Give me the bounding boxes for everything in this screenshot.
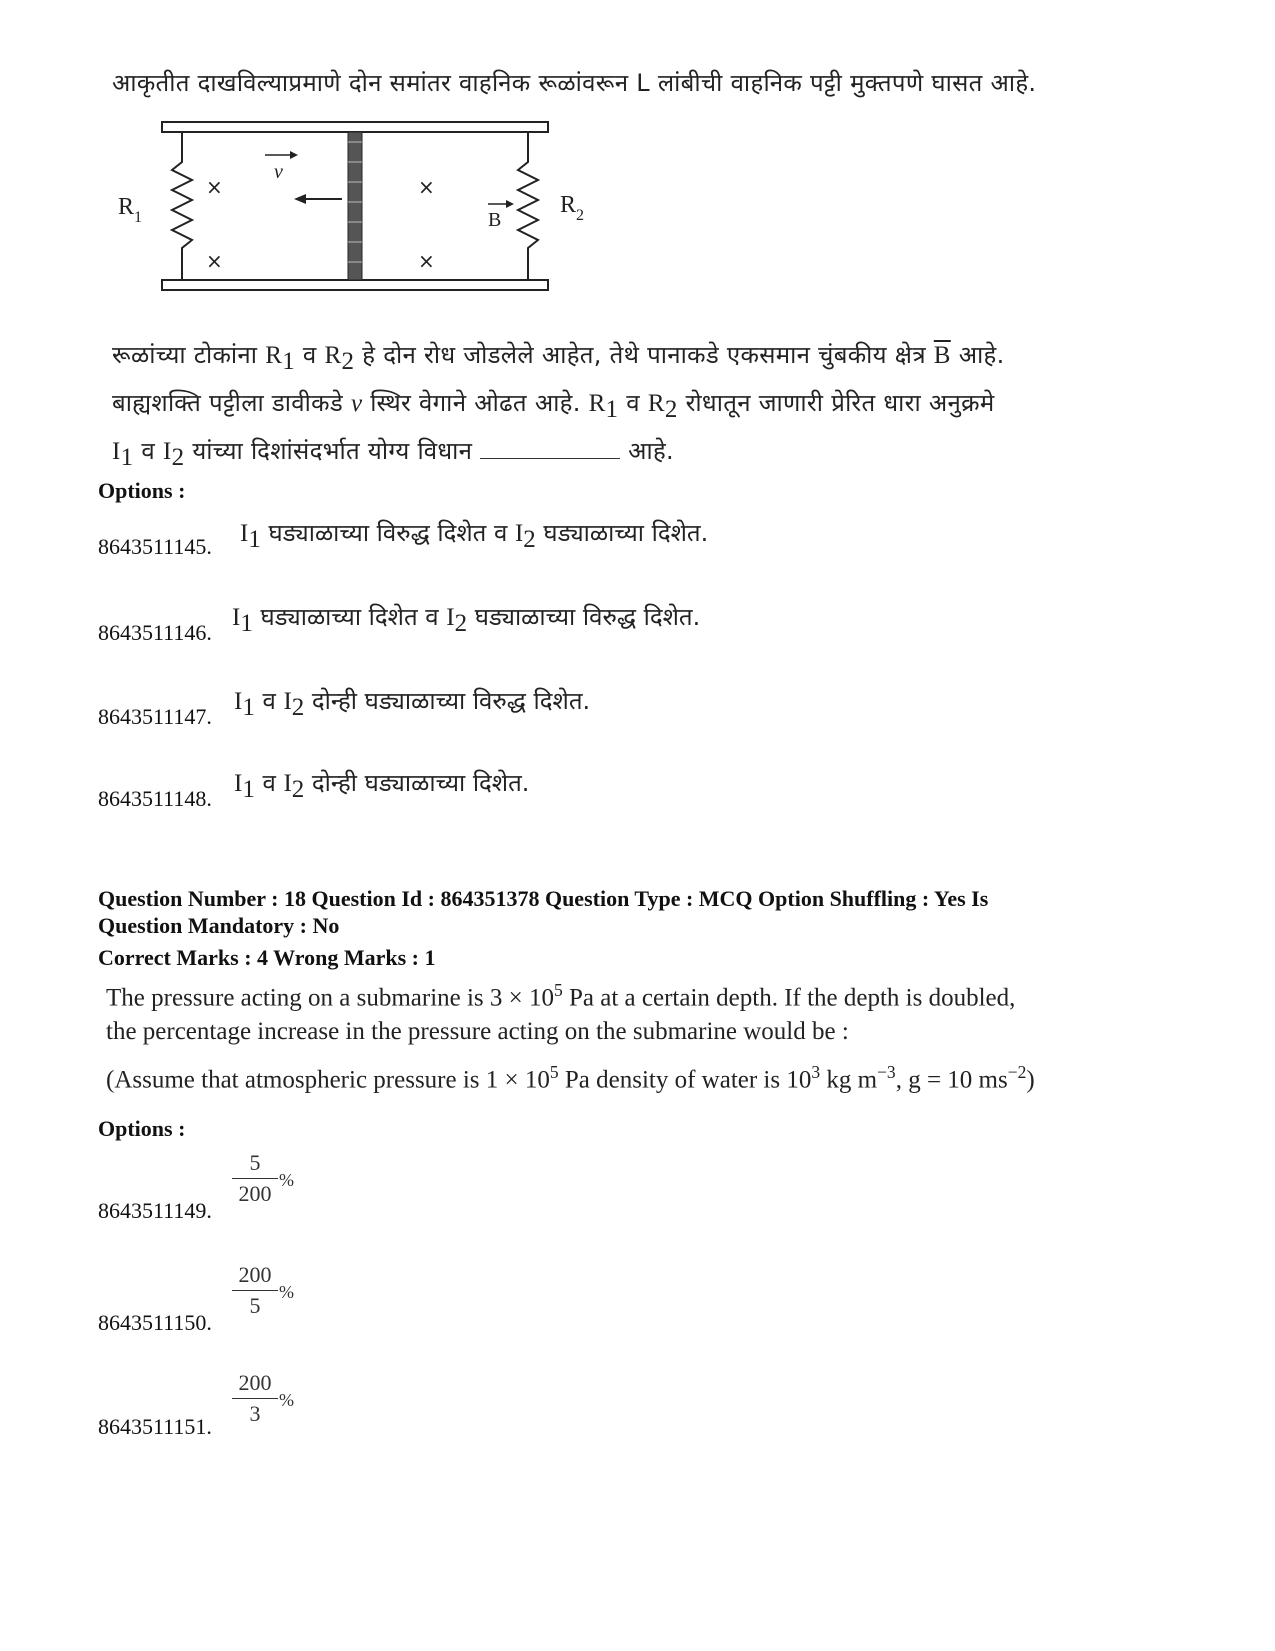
b-label: B: [488, 209, 502, 231]
option-id: 8643511145.: [98, 534, 212, 559]
top-rail: [162, 122, 548, 132]
percent-sign: %: [279, 1282, 294, 1302]
option-id: 8643511150.: [98, 1310, 212, 1335]
resistor-r2: [518, 132, 538, 280]
percent-sign: %: [279, 1390, 294, 1410]
b-vector: $\overline{B}$: [933, 342, 951, 369]
field-cross: ×: [418, 249, 435, 273]
option-id: 8643511147.: [98, 704, 212, 729]
option-text: $I_1$ व $I_2$ दोन्ही घड्याळाच्या दिशेत.: [234, 769, 530, 803]
option-id: 8643511146.: [98, 620, 212, 645]
v-label: v: [274, 161, 283, 183]
percent-sign: %: [279, 1170, 294, 1190]
option-text: $I_1$ घड्याळाच्या विरुद्ध दिशेत व $I_2$ घड्याळाच्या दिशेत.: [240, 519, 709, 553]
question-17-line-2: बाह्यशक्ति पट्टीला डावीकडे v स्थिर वेगाने ओढत आहे. $R_1$ व $R_2$ रोधातून जाणारी प्रेरित धारा अनुक्रमे: [112, 389, 995, 423]
option-fraction: 5 200: [232, 1150, 278, 1207]
bottom-rail: [162, 280, 548, 290]
question-17-line-1: रूळांच्या टोकांना $R_1$ व $R_2$ हे दोन रोध जोडलेले आहेत, तेथे पानाकडे एकसमान चुंबकीय क्षेत्र $\overline{B}$ आहे.: [112, 341, 1005, 375]
option-id: 8643511151.: [98, 1414, 212, 1439]
option-text: $I_1$ घड्याळाच्या दिशेत व $I_2$ घड्याळाच्या विरुद्ध दिशेत.: [232, 603, 701, 637]
resistor-r1: [172, 132, 192, 280]
sliding-rod: [348, 132, 362, 280]
field-cross: ×: [418, 175, 435, 199]
question-18-meta-line-1: Question Number : 18 Question Id : 864351378 Question Type : MCQ Option Shuffling : Yes Is: [98, 886, 989, 911]
r2-label-sub: 2: [576, 207, 584, 224]
option-fraction: 200 5: [232, 1262, 278, 1319]
answer-blank: [480, 458, 620, 459]
option-id: 8643511148.: [98, 786, 212, 811]
option-fraction: 200 3: [232, 1370, 278, 1427]
field-cross: ×: [206, 175, 223, 199]
r1-label-sub: 1: [134, 209, 142, 226]
question-18-marks: Correct Marks : 4 Wrong Marks : 1: [98, 945, 436, 970]
question-17-line-3: $I_1$ व $I_2$ यांच्या दिशांसंदर्भात योग्य विधान आहे.: [112, 437, 674, 471]
r2-label: R: [560, 192, 577, 218]
options-heading: Options :: [98, 1116, 186, 1141]
question-17-intro: आकृतीत दाखविल्याप्रमाणे दोन समांतर वाहनिक रूळांवरून L लांबीची वाहनिक पट्टी मुक्तपणे घासत आहे.: [112, 69, 1037, 97]
options-heading: Options :: [98, 478, 186, 503]
question-18-meta-line-2: Question Mandatory : No: [98, 913, 340, 938]
rail-circuit-diagram: [110, 112, 584, 302]
option-id: 8643511149.: [98, 1198, 212, 1223]
question-18-text-line-2: the percentage increase in the pressure acting on the submarine would be :: [106, 1018, 849, 1045]
question-18-text-line-3: (Assume that atmospheric pressure is $1 \times 10^5$ Pa density of water is $10^3$ kg $m^{-3}$, g = 10 $ms^{-2}$): [106, 1062, 1035, 1094]
option-text: $I_1$ व $I_2$ दोन्ही घड्याळाच्या विरुद्ध दिशेत.: [234, 687, 591, 721]
question-18-text-line-1: The pressure acting on a submarine is $3 \times 10^5$ Pa at a certain depth. If the depth is doubled,: [106, 980, 1016, 1012]
field-cross: ×: [206, 249, 223, 273]
r1-label: R: [118, 194, 135, 220]
